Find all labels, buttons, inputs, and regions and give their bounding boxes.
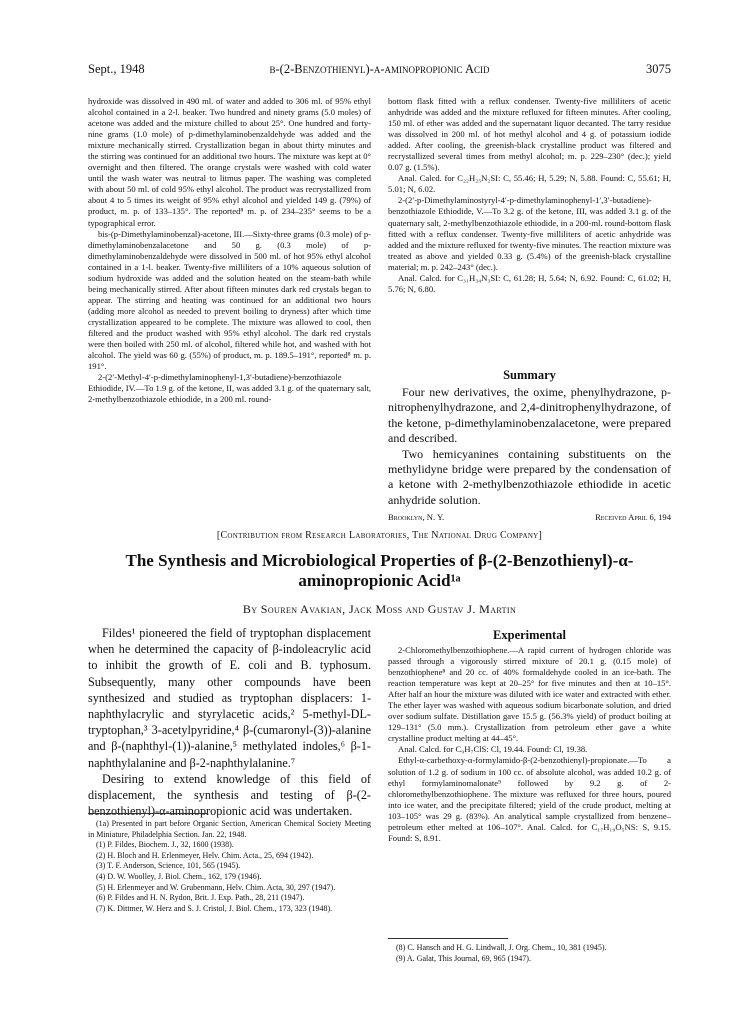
footnotes-left <box>88 819 371 914</box>
header-date: Sept., 1948 <box>88 62 145 76</box>
introduction <box>88 625 371 819</box>
paragraph: hydroxide was dissolved in 490 ml. of water and added to 306 ml. of 95% ethyl alcohol contained in a 2-l. beaker. Two hundred and ninety grams (5.0 moles) of acetone was added and the mixture chilled to about 25°. One hundred and forty-nine grams (1.0 mole) of p-dimethylaminobenzaldehyde was added and the mixture mechanically stirred. Crystallization began in about thirty minutes and the stirring was continued for an additional two hours. The mixture was kept at 0° overnight and then filtered. The orange crystals were washed with cold water until the wash water was neutral to litmus paper. The washing was completed with about 50 ml. of cold 95% ethyl alcohol. The product was recrystallized from about 4 to 5 times its weight of 95% ethyl alcohol and yielded 149 g. (79%) of product, m. p. of 133–135°. The reported⁸ m. p. of 234–235° seems to be a typographical error. <box>88 96 371 228</box>
analysis-line: Anal. Calcd. for C₃₁H₃₄N₃SI: C, 61.28; H, 5.64; N, 6.92. Found: C, 61.02; H, 5.76; N, 6.80. <box>388 272 671 294</box>
experimental-section <box>388 625 671 844</box>
analysis-line: Anal. Calcd. for C₉H₇ClS: Cl, 19.44. Found: Cl, 19.38. <box>398 744 588 755</box>
header-page-number: 3075 <box>646 62 671 76</box>
footnote: (7) K. Dittmer, W. Herz and S. J. Cristol, J. Biol. Chem., 173, 323 (1948). <box>96 903 333 913</box>
signature-line <box>388 512 671 522</box>
article-title: The Synthesis and Microbiological Properties of β-(2-Benzothienyl)-α-aminopropionic Acid¹ᵃ <box>125 551 634 590</box>
paragraph: bis-(p-Dimethylaminobenzal)-acetone, III.—Sixty-three grams (0.3 mole) of p-dimethylaminobenzalacetone and 50 g. (0.3 mole) of p-dimethylaminobenzaldehyde were dissolved in 500 ml. of hot 95% ethyl alcohol contained in a 1-l. beaker. Twenty-five milliliters of a 10% aqueous solution of sodium hydroxide was added and the solution heated on the steam-bath while being mechanically stirred. After about fifteen minutes dark red crystals began to appear. The stirring and heating was continued for an additional two hours (adding more alcohol as needed to prevent boiling to dryness) after which time crystallization appeared to be complete. The mixture was allowed to cool, then filtered and the product washed with 95% ethyl alcohol. The dark red crystals were then boiled with 250 ml. of alcohol, filtered while hot, and washed with hot alcohol. The yield was 60 g. (55%) of product, m. p. 189.5–191°, reported⁸ m. p. 191°. <box>88 228 371 372</box>
footnote: (3) T. F. Anderson, Science, 101, 565 (1945). <box>96 861 241 871</box>
summary-section <box>388 365 671 522</box>
experimental-paragraph: Ethyl-α-carbethoxy-α-formylamido-β-(2-benzothienyl)-propionate.—To a solution of 1.2 g. of sodium in 100 cc. of absolute alcohol, was added 10.2 g. of ethyl formylaminomalonate⁹ followed by 9.2 g. of 2-chloromethylbenzothiophene. The mixture was refluxed for three hours, poured into ice water, and the precipitate filtered; yield of the crude product, melting at 103–105° was 29 g. (83%). An analytical sample crystallized from benzene–petroleum ether melted at 106–107°. Anal. Calcd. for C₁₇H₁₉O₅NS: S, 9.15. Found: S, 8.91. <box>388 755 671 843</box>
footnote: (5) H. Erlenmeyer and W. Grubenmann, Helv. Chim. Acta, 30, 297 (1947). <box>96 882 336 892</box>
top-right-column <box>388 96 671 295</box>
footnotes-right <box>388 943 671 964</box>
footnote-rule <box>88 813 208 814</box>
received-date: Received April 6, 194 <box>595 512 671 523</box>
paragraph: 2-(2′-Methyl-4′-p-dimethylaminophenyl-1,3′-butadiene)-benzothiazole Ethiodide, IV.—To 1.9 g. of the ketone, II, was added 3.1 g. of the quaternary salt, 2-methylbenzothiazole ethiodide, in a 200 ml. round- <box>88 372 371 405</box>
intro-paragraph: Desiring to extend knowledge of this field of displacement, the synthesis and testing of β-(2-benzothienyl)-α-aminopropionic acid was undertaken. <box>88 771 371 819</box>
intro-paragraph: Fildes¹ pioneered the field of tryptophan displacement when he determined the capacity of β-indoleacrylic acid to inhibit the growth of E. coli and B. typhosum. Subsequently, many other compounds have been synthesized and studied as tryptophan displacers: 1-naphthylacrylic and styrylacetic acids,² 5-methyl-DL-tryptophan,³ 3-acetylpyridine,⁴ β-(cumaronyl-(3))-alanine and β-(naphthyl-(1))-alanine,⁵ methylated indoles,⁶ β-1-naphthylalanine and β-2-naphthylalanine.⁷ <box>88 626 371 770</box>
footnote: (6) P. Fildes and H. N. Rydon, Brit. J. Exp. Path., 28, 211 (1947). <box>96 893 305 903</box>
location: Brooklyn, N. Y. <box>388 512 445 523</box>
paragraph: bottom flask fitted with a reflux condenser. Twenty-five milliliters of acetic anhydride was added and the mixture refluxed for fifteen minutes. After cooling, 150 ml. of ether was added and the supernatant liquor decanted. The tarry residue was dissolved in 200 ml. of hot methyl alcohol and 4 g. of potassium iodide added. After cooling, the greenish-black crystalline product was filtered and recrystallized several times from methyl alcohol; m. p. 229–230° (dec.); yield 0.07 g. (1.5%). <box>388 96 671 173</box>
experimental-heading: Experimental <box>493 628 566 642</box>
summary-paragraph: Four new derivatives, the oxime, phenylhydrazone, p-nitrophenylhydrazone, and 2,4-dinitrophenylhydrazone, of the ketone, p-dimethylaminobenzalacetone, were prepared and described. <box>388 385 671 446</box>
top-left-column <box>88 96 371 405</box>
footnote: (2) H. Bloch and H. Erlenmeyer, Helv. Chim. Acta., 25, 694 (1942). <box>96 850 314 860</box>
analysis-line: Anal. Calcd. for C₂₂H₂₅N₂SI: C, 55.46; H, 5.29; N, 5.88. Found: C, 55.61; H, 5.01; N, 6.02. <box>388 173 671 195</box>
paragraph: 2-(2′-p-Dimethylaminostyryl-4′-p-dimethylaminophenyl-1′,3′-butadiene)-benzothiazole Ethiodide, V.—To 3.2 g. of the ketone, III, was added 3.1 g. of the quaternary salt, 2-methylbenzothiazole ethiodide, in a 200-ml. round-bottom flask fitted with a reflux condenser. Twenty-five milliliters of acetic anhydride was added and the mixture refluxed for twenty-five minutes. The reaction mixture was treated as above and yielded 0.33 g. (5.4%) of the greenish-black crystalline material; m. p. 242–243° (dec.). <box>388 195 671 272</box>
summary-heading: Summary <box>503 368 556 382</box>
footnote-rule-right <box>388 938 508 939</box>
footnote: (1) P. Fildes, Biochem. J., 32, 1600 (1938). <box>96 840 234 850</box>
footnote: (9) A. Galat, This Journal, 69, 965 (1947). <box>396 953 531 963</box>
footnote: (4) D. W. Woolley, J. Biol. Chem., 162, 179 (1946). <box>96 871 262 881</box>
summary-paragraph: Two hemicyanines containing substituents on the methylidyne bridge were prepared by the condensation of a ketone with 2-methylbenzothiazole ethiodide in acetic anhydride solution. <box>388 446 671 507</box>
running-header <box>88 62 671 80</box>
footnote: (8) C. Hansch and H. G. Lindwall, J. Org. Chem., 10, 381 (1945). <box>396 943 607 952</box>
contribution-line: [Contribution from Research Laboratories, The National Drug Company] <box>216 530 543 541</box>
author-line: By Souren Avakian, Jack Moss and Gustav J. Martin <box>242 602 517 616</box>
header-running-title: β-(2-Benzothienyl)-α-aminopropionic Acid <box>269 62 490 76</box>
footnote: (1a) Presented in part before Organic Section, American Chemical Society Meeting in Miniature, Philadelphia Section. Jan. 22, 1948. <box>88 819 371 839</box>
experimental-paragraph: 2-Chloromethylbenzothiophene.—A rapid current of hydrogen chloride was passed through a vigorously stirred mixture of 20.1 g. (0.15 mole) of benzothiophene⁸ and 20 cc. of 40% formaldehyde cooled in an ice-bath. The reaction temperature was kept at 20–25° for five minutes and then at 10–15°. After half an hour the mixture was diluted with ice water and extracted with ether. The ether layer was washed with aqueous sodium bicarbonate solution, and dried over sodium sulfate. Distillation gave 15.5 g. (56.3% yield) of product boiling at 129–131° (5.0 mm.). Crystallization from petroleum ether gave a white crystalline product melting at 44–45°. <box>388 645 671 744</box>
